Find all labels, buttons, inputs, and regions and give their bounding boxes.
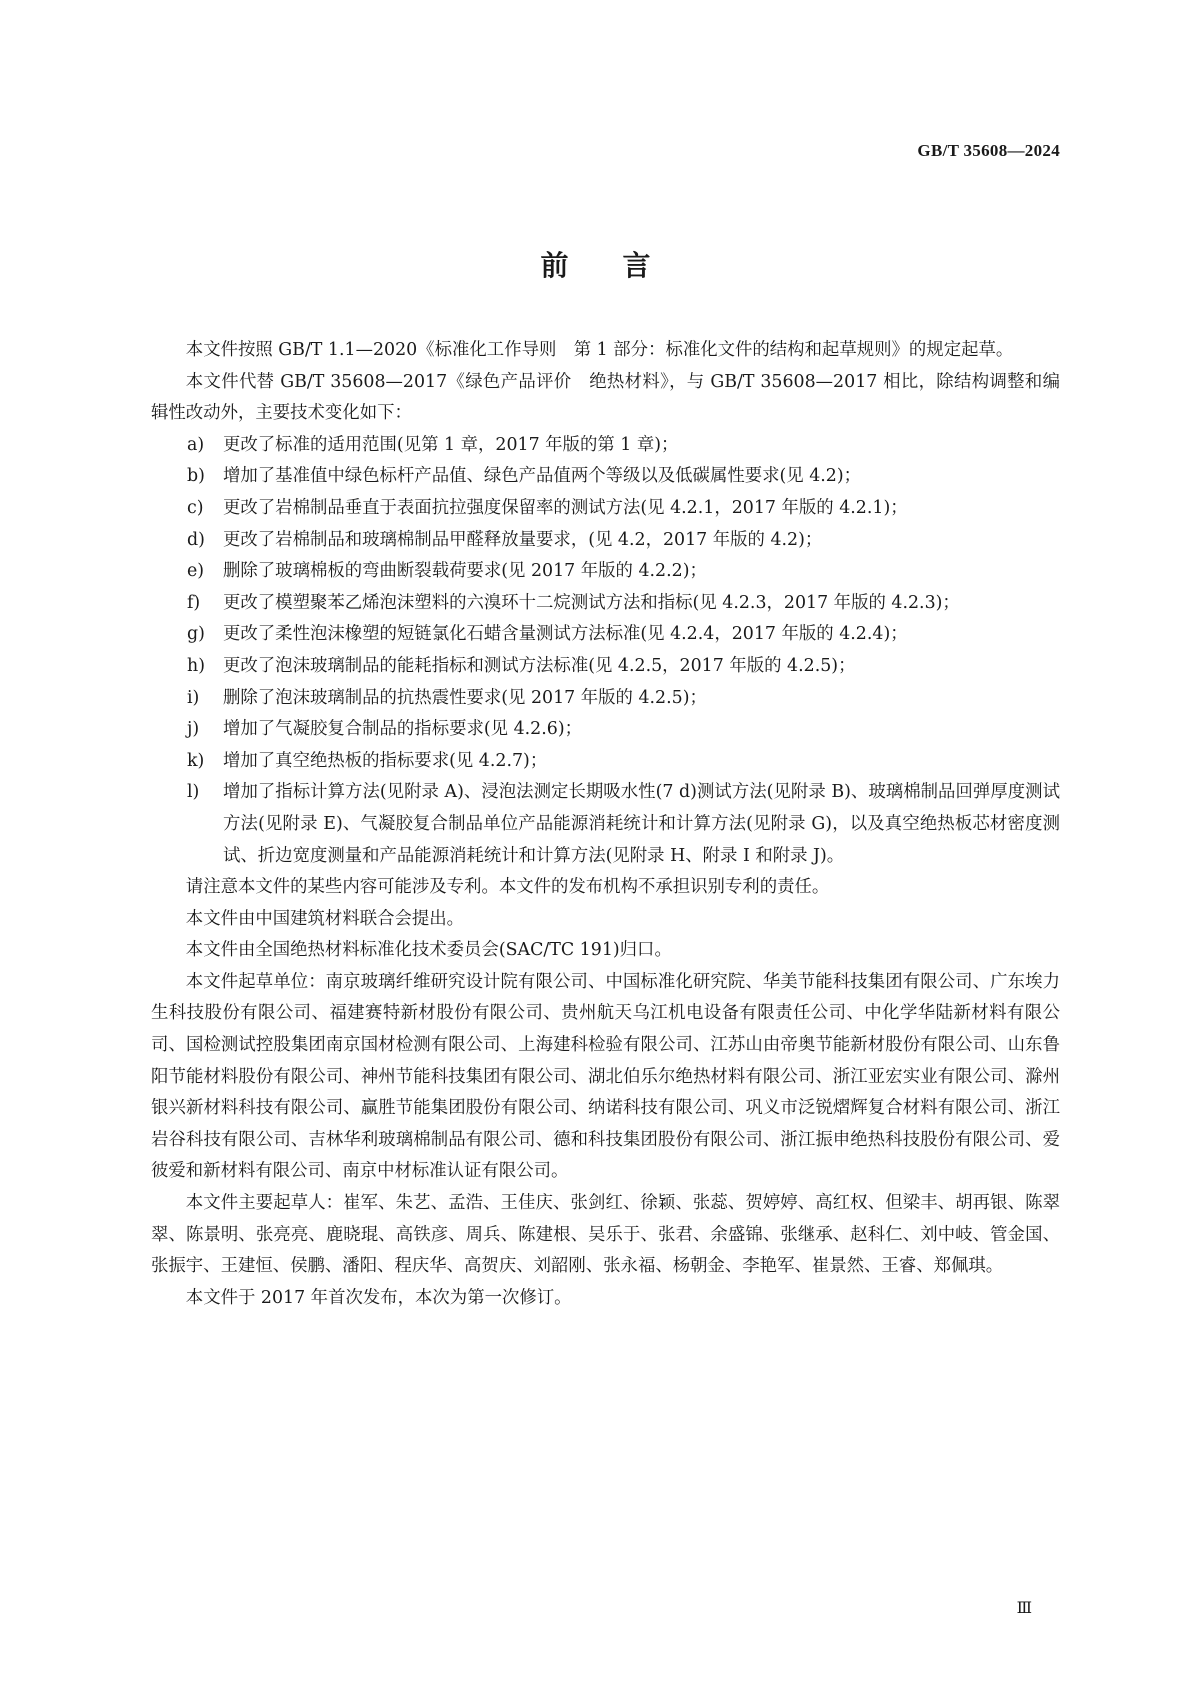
paragraph-drafting-units: 本文件起草单位：南京玻璃纤维研究设计院有限公司、中国标准化研究院、华美节能科技集团有限公司、广东埃力生科技股份有限公司、福建赛特新材股份有限公司、贵州航天乌江机电设备有限责任公司、中化学华陆新材料有限公司、国检测试控股集团南京国材检测有限公司、上海建科检验有限公司、江苏山由帝奥节能新材股份有限公司、山东鲁阳节能材料股份有限公司、神州节能科技集团有限公司、湖北伯乐尔绝热材料有限公司、浙江亚宏实业有限公司、滁州银兴新材料科技有限公司、赢胜节能集团股份有限公司、纳诺科技有限公司、巩义市泛锐熠辉复合材料有限公司、浙江岩谷科技有限公司、吉林华利玻璃棉制品有限公司、德和科技集团股份有限公司、浙江振申绝热科技股份有限公司、爱彼爱和新材料有限公司、南京中材标准认证有限公司。 [151, 971, 1060, 1182]
list-item [151, 683, 1060, 715]
list-item-text: 更改了岩棉制品和玻璃棉制品甲醛释放量要求，(见 4.2，2017 年版的 4.2)； [223, 529, 823, 550]
list-item-label: i) [187, 687, 200, 708]
list-item [151, 619, 1060, 651]
list-item-label: h) [187, 655, 205, 676]
list-item [151, 651, 1060, 683]
paragraph-drafters: 本文件主要起草人：崔军、朱艺、孟浩、王佳庆、张剑红、徐颖、张蕊、贺婷婷、高红权、但梁丰、胡再银、陈翠翠、陈景明、张亮亮、鹿晓琨、高铁彦、周兵、陈建根、吴乐于、张君、余盛锦、张继承、赵科仁、刘中岐、管金国、张振宇、王建恒、侯鹏、潘阳、程庆华、高贺庆、刘韶刚、张永福、杨朝金、李艳军、崔景然、王睿、郑佩琪。 [151, 1193, 1060, 1277]
list-item-text: 增加了指标计算方法(见附录 A)、浸泡法测定长期吸水性(7 d)测试方法(见附录 B)、玻璃棉制品回弹厚度测试方法(见附录 E)、气凝胶复合制品单位产品能源消耗统计和计算方法(见附录 G)，以及真空绝热板芯材密度测试、折边宽度测量和产品能源消耗统计和计算方法(见附录 H、附录 I 和附录 J)。 [223, 782, 1060, 866]
list-item [151, 714, 1060, 746]
page-number: Ⅲ [1016, 1600, 1032, 1617]
list-item-label: g) [187, 624, 205, 645]
list-item-label: e) [187, 561, 205, 582]
paragraph-committee: 本文件由全国绝热材料标准化技术委员会(SAC/TC 191)归口。 [185, 940, 672, 961]
document-body [151, 335, 1060, 1314]
page-title: 前言 [540, 249, 705, 282]
list-item-label: l) [187, 782, 200, 803]
list-item [151, 493, 1060, 525]
list-item-label: b) [187, 466, 205, 487]
list-item-text: 更改了柔性泡沫橡塑的短链氯化石蜡含量测试方法标准(见 4.2.4，2017 年版的 4.2.4)； [223, 624, 908, 645]
paragraph-proposer: 本文件由中国建筑材料联合会提出。 [185, 908, 465, 929]
list-item-text: 更改了标准的适用范围(见第 1 章，2017 年版的第 1 章)； [223, 434, 679, 455]
list-item [151, 588, 1060, 620]
list-item-text: 增加了基准值中绿色标杆产品值、绿色产品值两个等级以及低碳属性要求(见 4.2)； [223, 466, 862, 487]
list-item-label: c) [187, 497, 204, 518]
paragraph-patent-notice: 请注意本文件的某些内容可能涉及专利。本文件的发布机构不承担识别专利的责任。 [185, 877, 830, 898]
list-item-label: a) [187, 434, 205, 455]
list-item [151, 461, 1060, 493]
list-item-label: f) [187, 592, 201, 613]
paragraph-drafting-rule: 本文件按照 GB/T 1.1—2020《标准化工作导则 第 1 部分：标准化文件的结构和起草规则》的规定起草。 [185, 340, 1014, 360]
list-item [151, 777, 1060, 872]
list-item [151, 430, 1060, 462]
paragraph-history: 本文件于 2017 年首次发布，本次为第一次修订。 [185, 1287, 572, 1308]
standard-number: GB/T 35608—2024 [917, 141, 1060, 160]
change-list [151, 430, 1060, 872]
list-item [151, 746, 1060, 778]
list-item-label: j) [187, 719, 200, 740]
list-item-label: d) [187, 529, 205, 550]
list-item-text: 更改了泡沫玻璃制品的能耗指标和测试方法标准(见 4.2.5，2017 年版的 4.2.5)； [223, 655, 856, 676]
list-item [151, 556, 1060, 588]
paragraph-replacement: 本文件代替 GB/T 35608—2017《绿色产品评价 绝热材料》，与 GB/T 35608—2017 相比，除结构调整和编辑性改动外，主要技术变化如下： [151, 371, 1060, 424]
list-item-label: k) [187, 750, 205, 771]
list-item-text: 更改了岩棉制品垂直于表面抗拉强度保留率的测试方法(见 4.2.1，2017 年版的 4.2.1)； [223, 497, 908, 518]
list-item-text: 更改了模塑聚苯乙烯泡沫塑料的六溴环十二烷测试方法和指标(见 4.2.3，2017 年版的 4.2.3)； [223, 592, 960, 613]
list-item-text: 删除了玻璃棉板的弯曲断裂载荷要求(见 2017 年版的 4.2.2)； [223, 561, 707, 582]
list-item-text: 增加了气凝胶复合制品的指标要求(见 4.2.6)； [223, 719, 582, 740]
list-item-text: 增加了真空绝热板的指标要求(见 4.2.7)； [223, 750, 548, 771]
list-item [151, 525, 1060, 557]
list-item-text: 删除了泡沫玻璃制品的抗热震性要求(见 2017 年版的 4.2.5)； [223, 687, 707, 708]
